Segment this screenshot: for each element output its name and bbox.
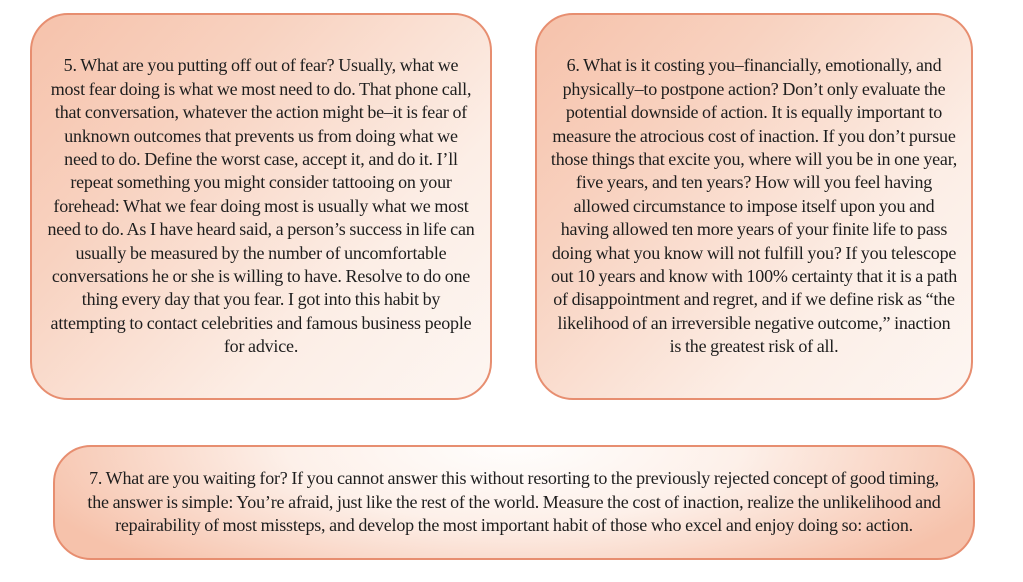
question-6-text: 6. What is it costing you–financially, emotionally, and physically–to postpone action? Don’t only evaluate the potential downside of action. It is equally important to measure the atrocious cost of inaction. If you don’t pursue those things that excite you, where will you be in one year, five years, and ten years? How will you feel having allowed circumstance to impose itself upon you and having allowed ten more years of your finite life to pass doing what you know will not fulfill you? If you telescope out 10 years and know with 100% certainty that it is a path of disappointment and regret, and if we define risk as “the likelihood of an irreversible negative outcome,” inaction is the greatest risk of all. xyxy=(550,55,958,357)
question-6-card xyxy=(535,13,973,400)
question-7-text: 7. What are you waiting for? If you cannot answer this without resorting to the previously rejected concept of good timing, the answer is simple: You’re afraid, just like the rest of the world. Measure the cost of inaction, realize the unlikelihood and repairability of most missteps, and develop the most important habit of those who excel and enjoy doing so: action. xyxy=(87,468,941,536)
question-7-card xyxy=(53,445,975,560)
question-5-card xyxy=(30,13,492,400)
question-5-text: 5. What are you putting off out of fear? Usually, what we most fear doing is what we most need to do. That phone call, that conversation, whatever the action might be–it is fear of unknown outcomes that prevents us from doing what we need to do. Define the worst case, accept it, and do it. I’ll repeat something you might consider tattooing on your forehead: What we fear doing most is usually what we most need to do. As I have heard said, a person’s success in life can usually be measured by the number of uncomfortable conversations he or she is willing to have. Resolve to do one thing every day that you fear. I got into this habit by attempting to contact celebrities and famous business people for advice. xyxy=(47,55,475,357)
